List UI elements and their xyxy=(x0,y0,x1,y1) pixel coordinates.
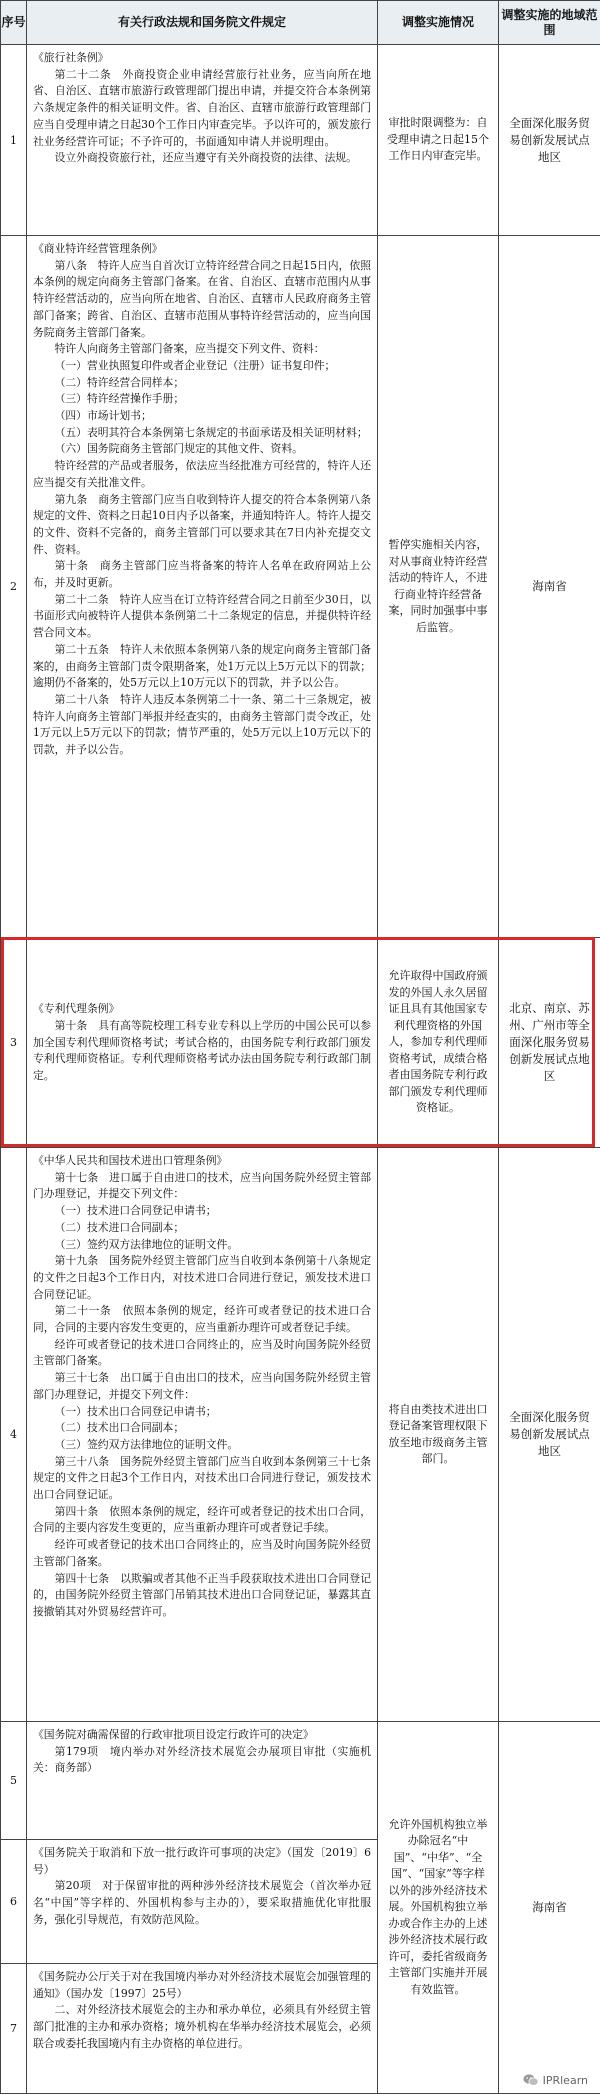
law-cell xyxy=(27,1840,378,1964)
adjustment-cell xyxy=(378,938,499,1148)
law-paragraph: 经许可或者登记的技术进口合同终止的，应当及时向国务院外经贸主管部门备案。 xyxy=(33,1337,371,1368)
law-paragraph: （三）签约双方法律地位的证明文件。 xyxy=(54,1437,239,1451)
law-paragraph: 第三十八条 国务院外经贸主管部门应当自收到本条例第三十七条规定的文件之日起3个工作日内，对技术出口合同进行登记，颁发技术出口合同登记证。 xyxy=(33,1454,371,1502)
region-cell xyxy=(499,45,600,236)
law-paragraph: 经许可或者登记的技术出口合同终止的，应当及时向国务院外经贸主管部门备案。 xyxy=(33,1538,371,1568)
law-title: 《商业特许经营管理条例》 xyxy=(33,242,163,255)
row-number: 6 xyxy=(1,1840,27,1964)
law-title: 《国务院办公厅关于对在我国境内举办对外经济技术展览会加强管理的通知》（国办发〔1997〕25号） xyxy=(33,1970,371,2000)
law-paragraph: 第十条 商务主管部门应当将备案的特许人名单在政府网站上公布，并及时更新。 xyxy=(33,559,371,590)
law-title: 《中华人民共和国技术进出口管理条例》 xyxy=(33,1154,228,1167)
law-cell xyxy=(27,45,378,236)
adjustment-text: 暂停实施相关内容，对从事商业特许经营活动的特许人，不进行商业特许经营备案，同时加强事中事后监管。 xyxy=(388,538,488,634)
row-number: 7 xyxy=(1,1964,27,2094)
law-paragraph: （四）市场计划书； xyxy=(54,409,152,423)
wechat-icon xyxy=(523,2073,539,2087)
law-paragraph: 第二十八条 特许人违反本条例第二十一条、第二十三条规定，被特许人向商务主管部门举报并经查实的，由商务主管部门责令改正，处1万元以上5万元以下的罚款；情节严重的，处5万元以上10万元以下的罚款，并予以公告。 xyxy=(33,692,371,757)
adjustment-cell xyxy=(378,45,499,236)
watermark xyxy=(523,2073,588,2087)
table-row xyxy=(1,1148,600,1722)
law-paragraph: （三）签约双方法律地位的证明文件。 xyxy=(54,1237,239,1251)
law-paragraph: 设立外商投资旅行社，还应当遵守有关外商投资的法律、法规。 xyxy=(54,151,357,165)
table-row xyxy=(1,236,600,938)
region-text: 海南省 xyxy=(532,579,567,593)
law-cell xyxy=(27,1964,378,2094)
region-cell xyxy=(499,236,600,938)
law-paragraph: 第二十二条 特许人应当在订立特许经营合同之日前至少30日，以书面形式向被特许人提供本条例第二十二条规定的信息，并提供特许经营合同文本。 xyxy=(33,592,371,640)
region-text: 全面深化服务贸易创新发展试点地区 xyxy=(509,115,590,164)
law-paragraph: （五）表明其符合本条例第七条规定的书面承诺及相关证明材料； xyxy=(54,425,368,439)
law-paragraph: 第179项 境内举办对外经济技术展览会办展项目审批（实施机关：商务部） xyxy=(33,1744,371,1775)
law-paragraph: 特许经营的产品或者服务，依法应当经批准方可经营的，特许人还应当提交有关批准文件。 xyxy=(33,459,371,489)
law-paragraph: （六）国务院商务主管部门规定的其他文件、资料。 xyxy=(54,442,303,456)
law-cell xyxy=(27,1148,378,1722)
header-region: 调整实施的地域范围 xyxy=(499,1,600,45)
row-number: 4 xyxy=(1,1148,27,1722)
region-cell xyxy=(499,938,600,1148)
watermark-text: IPRlearn xyxy=(542,2073,588,2087)
table-row xyxy=(1,938,600,1148)
row-number: 5 xyxy=(1,1722,27,1840)
law-title: 《国务院关于取消和下放一批行政许可事项的决定》（国发〔2019〕6号） xyxy=(33,1846,371,1876)
law-paragraph: 第四十七条 以欺骗或者其他不正当手段获取技术进出口合同登记的，由国务院外经贸主管部门吊销其技术进出口合同登记证，暴露其直接撤销其对外贸易经营许可。 xyxy=(33,1571,371,1618)
law-title: 《国务院对确需保留的行政审批项目设定行政许可的决定》 xyxy=(33,1728,314,1741)
adjustment-cell xyxy=(378,1148,499,1722)
region-cell xyxy=(499,1148,600,1722)
adjustment-text: 将自由类技术进出口登记备案管理权限下放至地市级商务主管部门。 xyxy=(388,1402,488,1465)
law-paragraph: 第四十条 依照本条例的规定，经许可或者登记的技术出口合同，合同的主要内容发生变更的，应当重新办理许可或者登记手续。 xyxy=(33,1504,371,1535)
region-text: 北京、南京、苏州、广州市等全面深化服务贸易创新发展试点地区 xyxy=(509,1001,590,1083)
table-row xyxy=(1,1722,600,1840)
adjustment-text: 允许取得中国政府颁发的外国人永久居留证且具有其他国家专利代理资格的外国人，参加专利代理师资格考试，成绩合格者由国务院专利行政部门颁发专利代理师资格证。 xyxy=(388,969,488,1115)
law-paragraph: 第三十七条 出口属于自由出口的技术，应当向国务院外经贸主管部门办理登记，并提交下列文件： xyxy=(33,1371,371,1401)
law-paragraph: 第二十二条 外商投资企业申请经营旅行社业务，应当向所在地省、自治区、直辖市旅游行政管理部门提出申请，并提交符合本条例第六条规定条件的相关证明文件。省、自治区、直辖市旅游行政管理部门应当自受理申请之日起30个工作日内审查完毕。予以许可的，颁发旅行社业务经营许可证；不予许可的，书面通知申请人并说明理由。 xyxy=(33,67,371,148)
header-adjustment: 调整实施情况 xyxy=(378,1,499,45)
law-cell xyxy=(27,938,378,1148)
law-paragraph: （三）特许经营操作手册； xyxy=(54,392,185,406)
law-paragraph: 第十九条 国务院外经贸主管部门应当自收到本条例第十八条规定的文件之日起3个工作日内，对技术进口合同进行登记，颁发技术进口合同登记证。 xyxy=(33,1254,371,1301)
adjustment-text: 允许外国机构独立举办除冠名“中国”、“中华”、“全国”、“国家”等字样以外的涉外经济技术展。外国机构独立举办或合作主办的上述涉外经济技术展行政许可，委托省级商务主管部门实施并开展有效监管。 xyxy=(388,1817,488,1996)
region-text: 全面深化服务贸易创新发展试点地区 xyxy=(509,1410,590,1458)
law-cell xyxy=(27,1722,378,1840)
table-row xyxy=(1,45,600,236)
header-row xyxy=(1,1,600,45)
law-paragraph: （一）技术出口合同登记申请书； xyxy=(54,1404,217,1418)
adjustment-text: 审批时限调整为：自受理申请之日起15个工作日内审查完毕。 xyxy=(387,116,489,163)
law-paragraph: （一）技术进口合同登记申请书； xyxy=(54,1204,217,1218)
law-paragraph: （一）营业执照复印件或者企业登记（注册）证书复印件； xyxy=(54,358,336,372)
law-paragraph: （二）特许经营合同样本； xyxy=(54,375,185,389)
law-paragraph: 二、对外经济技术展览会的主办和承办单位，必须具有外经贸主管部门批准的主办和承办资格；境外机构在华举办经济技术展览会，必须联合或委托我国境内有主办资格的单位进行。 xyxy=(33,2003,371,2050)
row-number: 3 xyxy=(1,938,27,1148)
law-paragraph: 第二十一条 依照本条例的规定，经许可或者登记的技术进口合同，合同的主要内容发生变更的，应当重新办理许可或者登记手续。 xyxy=(33,1304,371,1335)
law-title: 《专利代理条例》 xyxy=(33,1002,120,1016)
law-paragraph: （二）技术进口合同副本； xyxy=(54,1220,185,1234)
region-cell xyxy=(499,1722,600,2094)
adjustment-cell xyxy=(378,1722,499,2094)
row-number: 2 xyxy=(1,236,27,938)
header-no: 序号 xyxy=(1,1,27,45)
law-paragraph: 第九条 商务主管部门应当自收到特许人提交的符合本条例第八条规定的文件、资料之日起10日内予以备案，并通知特许人。特许人提交的文件、资料不完备的，商务主管部门可以要求其在7日内补充提交文件、资料。 xyxy=(33,492,371,556)
law-paragraph: 第二十五条 特许人未依照本条例第八条的规定向商务主管部门备案的，由商务主管部门责令限期备案，处1万元以上5万元以下的罚款；逾期仍不备案的，处5万元以上10万元以下的罚款，并予以公告。 xyxy=(33,642,371,690)
law-title: 《旅行社条例》 xyxy=(33,51,109,64)
law-paragraph: 第十七条 进口属于自由进口的技术，应当向国务院外经贸主管部门办理登记，并提交下列文件： xyxy=(33,1170,371,1201)
adjustment-cell xyxy=(378,236,499,938)
law-paragraph: 第八条 特许人应当自首次订立特许经营合同之日起15日内，依照本条例的规定向商务主管部门备案。在省、自治区、直辖市范围内从事特许经营活动的，应当向所在地省、自治区、直辖市人民政府商务主管部门备案；跨省、自治区、直辖市范围从事特许经营活动的，应当向国务院商务主管部门备案。 xyxy=(33,258,371,339)
law-paragraph: 第十条 具有高等院校理工科专业专科以上学历的中国公民可以参加全国专利代理师资格考试；考试合格的，由国务院专利行政部门颁发专利代理师资格证。专利代理师资格考试办法由国务院专利行政部门制定。 xyxy=(33,1018,371,1083)
law-paragraph: （二）技术出口合同副本； xyxy=(54,1421,185,1435)
header-law: 有关行政法规和国务院文件规定 xyxy=(27,1,378,45)
law-paragraph: 特许人向商务主管部门备案，应当提交下列文件、资料： xyxy=(54,342,325,356)
row-number: 1 xyxy=(1,45,27,236)
law-cell xyxy=(27,236,378,938)
law-paragraph: 第20项 对于保留审批的两种涉外经济技术展览会（首次举办冠名“中国”等字样的、外国机构参与主办的），要采取措施优化审批服务，强化引导规范，有效防范风险。 xyxy=(33,1879,371,1926)
region-text: 海南省 xyxy=(532,1900,567,1914)
